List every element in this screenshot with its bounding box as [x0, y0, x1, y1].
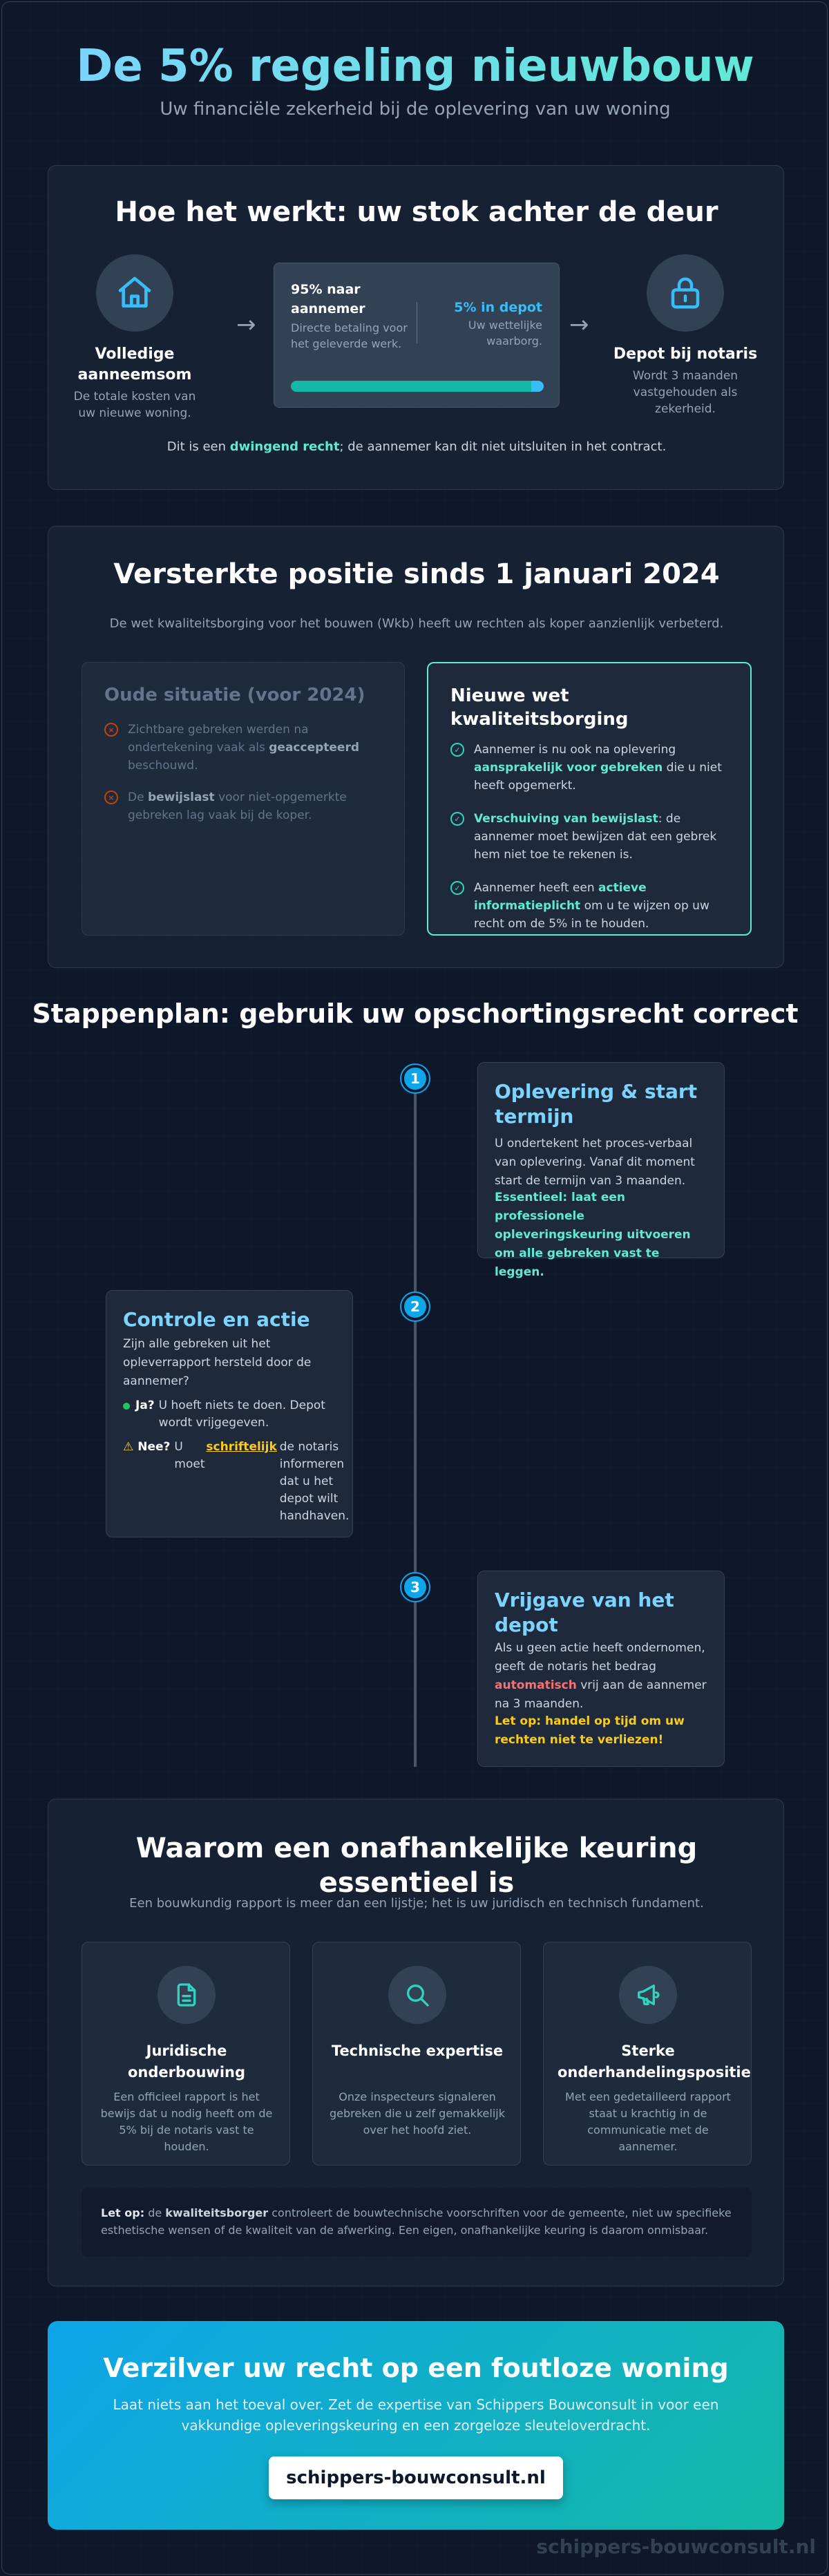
- step-title: Vrijgave van het depot: [495, 1589, 674, 1636]
- option-no: [123, 1439, 350, 1525]
- document-icon: [158, 1966, 216, 2024]
- position-section: [48, 526, 784, 968]
- step-card-1: [477, 1062, 725, 1279]
- feature-card: [543, 1942, 752, 2166]
- legal-footnote: Dit is een dwingend recht; de aannemer kan dit niet uitsluiten in het contract.: [166, 439, 667, 454]
- step-title: Oplevering & start termijn: [495, 1080, 698, 1128]
- step-card-2: [106, 1290, 353, 1537]
- check-circle-icon: ✓: [450, 812, 464, 826]
- new-law-card: [427, 662, 752, 936]
- new-list: [450, 741, 734, 948]
- feature-card: [82, 1942, 290, 2166]
- list-item: ✓ Aannemer is nu ook na oplevering aansprakelijk voor gebreken die u niet heeft opgemerkt.: [450, 741, 734, 795]
- x-circle-icon: ×: [104, 723, 118, 737]
- page-subtitle: Uw financiële zekerheid bij de oplevering van uw woning: [160, 99, 671, 120]
- highlight: schriftelijk: [206, 1440, 277, 1454]
- green-dot-icon: [123, 1403, 130, 1410]
- arrow-right-icon: →: [569, 311, 589, 339]
- payout-split-card: [274, 263, 560, 408]
- step-title: Controle en actie: [123, 1308, 310, 1331]
- old-list: [104, 721, 381, 838]
- infographic: [1, 1, 828, 2575]
- flow-desc: Wordt 3 maanden vastgehouden als zekerheid.: [632, 369, 739, 416]
- flow-step-depot: [605, 254, 765, 417]
- highlight: dwingend recht: [229, 439, 340, 454]
- warning-icon: ⚠: [123, 1440, 134, 1454]
- option-label: Nee?: [137, 1440, 171, 1454]
- step-number-badge: 1: [401, 1065, 429, 1092]
- flow-label: Depot bij notaris: [613, 345, 758, 363]
- how-it-works-section: [48, 165, 784, 490]
- list-item: ✓ Aannemer heeft een actieve informatieplicht om u te wijzen op uw recht om de 5% in te houden.: [450, 879, 734, 933]
- option-text: de notaris informeren dat u het depot wilt handhaven.: [279, 1440, 350, 1523]
- check-circle-icon: ✓: [450, 743, 464, 757]
- step-card-3: [477, 1571, 725, 1767]
- cta-banner: [48, 2321, 784, 2530]
- payout-progress-bar: [291, 381, 544, 392]
- flow-label: Volledige aanneemsom: [77, 345, 192, 383]
- option-label: Ja?: [135, 1399, 155, 1412]
- payout-bar-depot: [531, 381, 544, 392]
- watermark: schippers-bouwconsult.nl: [536, 2535, 816, 2558]
- step-text: U ondertekent het proces-verbaal van oplevering. Vanaf dit moment start de termijn van 3 maanden.: [495, 1137, 695, 1188]
- step-text: Als u geen actie heeft ondernomen, geeft de notaris het bedrag automatisch vrij aan de aannemer na 3 maanden.: [495, 1641, 707, 1711]
- search-icon: [388, 1966, 446, 2024]
- list-item: × De bewijslast voor niet-opgemerkte gebreken lag vaak bij de koper.: [104, 788, 381, 824]
- lock-icon: [647, 254, 724, 332]
- feature-title: Sterke onderhandelingspositie: [558, 2043, 751, 2081]
- step-text: Zijn alle gebreken uit het opleverrapport hersteld door de aannemer?: [123, 1337, 312, 1388]
- feature-desc: Onze inspecteurs signaleren gebreken die u zelf gemakkelijk over het hoofd ziet.: [330, 2090, 505, 2137]
- house-icon: [96, 254, 173, 332]
- option-text: U moet: [174, 1440, 205, 1471]
- section-subtitle: De wet kwaliteitsborging voor het bouwen (Wkb) heeft uw rechten als koper aanzienlijk verbeterd.: [109, 616, 724, 631]
- page-title: De 5% regeling nieuwbouw: [2, 41, 828, 92]
- feature-desc: Een officieel rapport is het bewijs dat u nodig heeft om de 5% bij de notaris vast te houden.: [100, 2090, 273, 2153]
- feature-title: Juridische onderbouwing: [128, 2043, 245, 2081]
- list-item: × Zichtbare gebreken werden na ondertekening vaak als geaccepteerd beschouwd.: [104, 721, 381, 775]
- why-section: [48, 1799, 784, 2286]
- feature-desc: Met een gedetailleerd rapport staat u krachtig in de communicatie met de aannemer.: [565, 2090, 731, 2153]
- option-text: U hoeft niets te doen. Depot wordt vrijgegeven.: [158, 1399, 325, 1430]
- note-text: Let op: de kwaliteitsborger controleert de bouwtechnische voorschriften voor de gemeente, niet uw specifieke esthetische wensen of de kwaliteit van de afwerking. Een eigen, onafhankelijke keuring is daarom onmisbaar.: [101, 2206, 732, 2237]
- section-title: Waarom een onafhankelijke keuring essentieel is: [135, 1832, 698, 1899]
- section-subtitle: Een bouwkundig rapport is meer dan een lijstje; het is uw juridisch en technisch fundament.: [129, 1896, 704, 1911]
- flow-desc: De totale kosten van uw nieuwe woning.: [73, 390, 196, 420]
- payout-left-label: 95% naar aannemer: [291, 282, 365, 316]
- timeline-line: [414, 1077, 417, 1767]
- step-note: Let op: handel op tijd om uw rechten niet te verliezen!: [495, 1714, 685, 1747]
- payout-right-label: 5% in depot: [454, 300, 542, 315]
- feature-title: Technische expertise: [331, 2043, 504, 2059]
- highlight: automatisch: [495, 1678, 577, 1692]
- arrow-right-icon: →: [236, 311, 256, 339]
- section-title: Versterkte positie sinds 1 januari 2024: [113, 558, 720, 590]
- option-yes: [123, 1397, 337, 1432]
- step-number-badge: 3: [401, 1573, 429, 1601]
- flow-step-total: [65, 254, 204, 422]
- list-item: ✓ Verschuiving van bewijslast: de aannemer moet bewijzen dat een gebrek hem niet toe te rekenen is.: [450, 810, 734, 864]
- cta-text: Laat niets aan het toeval over. Zet de expertise van Schippers Bouwconsult in voor een vakkundige opleveringskeuring en een zorgeloze sleuteloverdracht.: [113, 2396, 719, 2434]
- section-title: Hoe het werkt: uw stok achter de deur: [115, 196, 718, 228]
- card-title: Nieuwe wet kwaliteitsborging: [450, 685, 629, 730]
- x-circle-icon: ×: [104, 790, 118, 804]
- megaphone-icon: [619, 1966, 677, 2024]
- step-number-badge: 2: [401, 1293, 429, 1320]
- card-title: Oude situatie (voor 2024): [104, 685, 365, 705]
- check-circle-icon: ✓: [450, 881, 464, 895]
- cta-title: Verzilver uw recht op een foutloze woning: [103, 2353, 729, 2383]
- payout-left-desc: Directe betaling voor het geleverde werk.: [291, 321, 408, 350]
- steps-title: Stappenplan: gebruik uw opschortingsrecht correct: [32, 998, 799, 1029]
- payout-bar-contractor: [291, 381, 531, 392]
- note-box: [82, 2188, 752, 2257]
- step-note: Essentieel: laat een professionele opleveringskeuring uitvoeren om alle gebreken vast te leggen.: [495, 1191, 691, 1279]
- website-link-button[interactable]: schippers-bouwconsult.nl: [269, 2456, 563, 2499]
- payout-right-desc: Uw wettelijke waarborg.: [468, 319, 542, 348]
- old-situation-card: [82, 662, 405, 936]
- feature-card: [312, 1942, 521, 2166]
